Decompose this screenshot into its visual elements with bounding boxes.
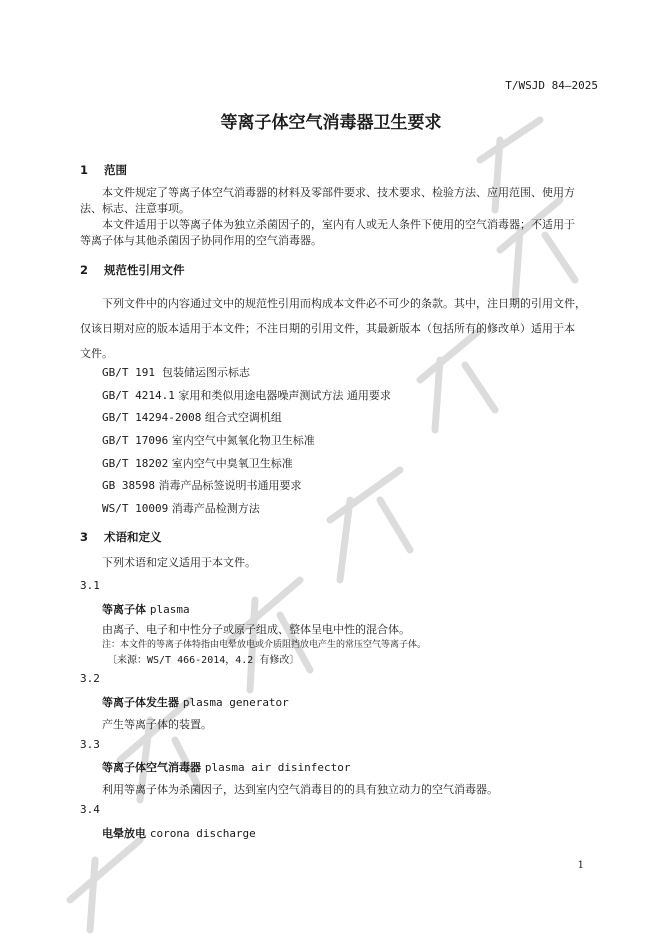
section-heading-references bbox=[80, 262, 185, 278]
reference-title: 消毒产品标签说明书通用要求 bbox=[158, 479, 302, 492]
section-number: 1 bbox=[80, 163, 89, 177]
reference-code: GB/T 191 bbox=[102, 366, 155, 379]
term-english: plasma bbox=[149, 603, 190, 616]
section-heading-scope bbox=[80, 162, 127, 178]
term-heading bbox=[102, 601, 190, 617]
references-intro-line-2: 仅该日期对应的版本适用于本文件；不注日期的引用文件，其最新版本（包括所有的修改单）适用于本 bbox=[80, 322, 575, 335]
clause-number: 3.1 bbox=[80, 579, 100, 592]
reference-code: GB 38598 bbox=[102, 479, 155, 492]
section-number: 3 bbox=[80, 530, 89, 544]
section-title: 范围 bbox=[104, 163, 128, 177]
terms-intro: 下列术语和定义适用于本文件。 bbox=[102, 556, 256, 569]
scope-paragraph-2-line-2: 等离子体与其他杀菌因子协同作用的空气消毒器。 bbox=[80, 234, 322, 247]
reference-item bbox=[102, 500, 260, 516]
reference-item bbox=[102, 409, 282, 425]
reference-code: GB/T 4214.1 bbox=[102, 389, 175, 402]
document-number: T/WSJD 84—2025 bbox=[505, 79, 598, 92]
section-heading-terms bbox=[80, 529, 162, 545]
section-title: 规范性引用文件 bbox=[104, 263, 185, 277]
reference-title: 消毒产品检测方法 bbox=[171, 502, 260, 515]
reference-code: WS/T 10009 bbox=[102, 502, 169, 515]
term-definition: 产生等离子体的装置。 bbox=[102, 718, 212, 731]
term-heading bbox=[102, 694, 289, 710]
clause-number: 3.4 bbox=[80, 803, 100, 816]
term-name: 等离子体发生器 bbox=[102, 696, 179, 709]
reference-item bbox=[102, 364, 250, 380]
reference-title: 室内空气中氮氧化物卫生标准 bbox=[171, 434, 315, 447]
term-name: 等离子体 bbox=[102, 603, 146, 616]
references-intro-line-3: 文件。 bbox=[80, 347, 113, 360]
term-english: plasma generator bbox=[182, 696, 289, 709]
reference-item bbox=[102, 387, 391, 403]
references-intro-line-1: 下列文件中的内容通过文中的规范性引用而构成本文件必不可少的条款。其中，注日期的引用文件， bbox=[102, 297, 586, 310]
clause-number: 3.2 bbox=[80, 672, 100, 685]
reference-item bbox=[102, 432, 315, 448]
reference-title: 家用和类似用途电器噪声测试方法 通用要求 bbox=[178, 389, 391, 402]
section-number: 2 bbox=[80, 263, 89, 277]
term-english: corona discharge bbox=[149, 827, 256, 840]
page-number: 1 bbox=[577, 860, 584, 871]
term-heading bbox=[102, 825, 256, 841]
reference-code: GB/T 14294-2008 bbox=[102, 411, 202, 424]
clause-number: 3.3 bbox=[80, 738, 100, 751]
reference-item bbox=[102, 455, 293, 471]
term-english: plasma air disinfector bbox=[204, 761, 351, 774]
scope-paragraph-1-line-2: 法、标志、注意事项。 bbox=[80, 202, 190, 215]
term-name: 等离子体空气消毒器 bbox=[102, 761, 201, 774]
term-source: 〔来源：WS/T 466-2014，4.2 有修改〕 bbox=[107, 655, 300, 666]
term-note: 注：本文件的等离子体特指由电晕放电或介质阻挡放电产生的常压空气等离子体。 bbox=[102, 640, 427, 650]
section-title: 术语和定义 bbox=[104, 530, 162, 544]
term-definition: 利用等离子体为杀菌因子，达到室内空气消毒目的的具有独立动力的空气消毒器。 bbox=[102, 783, 498, 796]
term-definition: 由离子、电子和中性分子或原子组成、整体呈电中性的混合体。 bbox=[102, 623, 410, 636]
reference-item bbox=[102, 477, 301, 493]
term-name: 电晕放电 bbox=[102, 827, 146, 840]
reference-title: 组合式空调机组 bbox=[204, 411, 282, 424]
reference-title: 室内空气中臭氧卫生标准 bbox=[171, 457, 293, 470]
scope-paragraph-1-line-1: 本文件规定了等离子体空气消毒器的材料及零部件要求、技术要求、检验方法、应用范围、使用方 bbox=[102, 186, 575, 199]
reference-code: GB/T 17096 bbox=[102, 434, 169, 447]
reference-code: GB/T 18202 bbox=[102, 457, 169, 470]
term-heading bbox=[102, 759, 351, 775]
reference-title: 包装储运图示标志 bbox=[161, 366, 250, 379]
document-title: 等离子体空气消毒器卫生要求 bbox=[220, 113, 442, 133]
scope-paragraph-2-line-1: 本文件适用于以等离子体为独立杀菌因子的，室内有人或无人条件下使用的空气消毒器；不适用于 bbox=[102, 218, 575, 231]
